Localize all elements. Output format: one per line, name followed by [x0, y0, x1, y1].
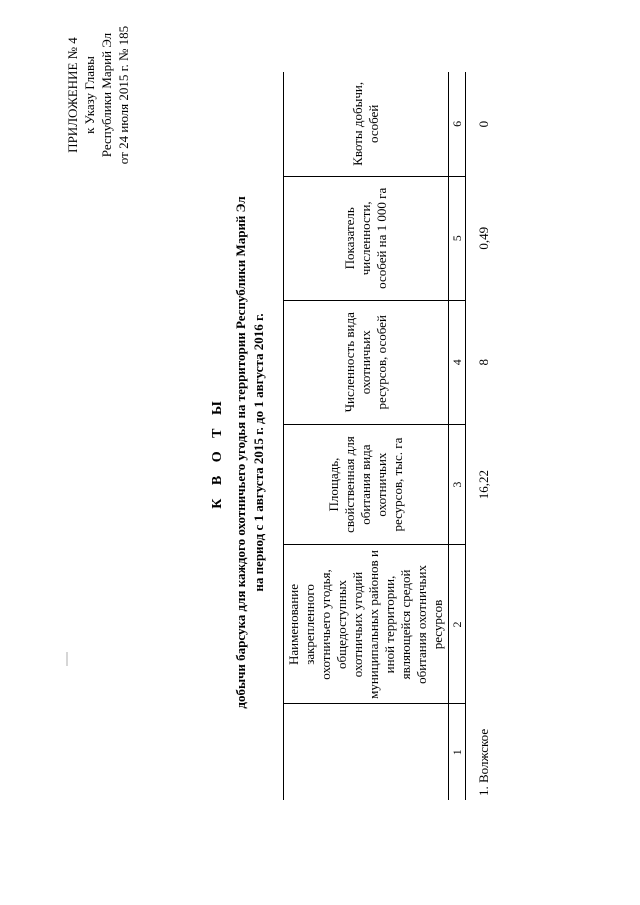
header-cell-name: Наименование закрепленного охотничьего угодья, общедоступных охотничьих угодий муниципальных районов и иной территории, являющейся средой обитания охотничьих ресурсов: [284, 545, 449, 704]
table-row: [466, 72, 497, 800]
column-number: 2: [449, 545, 466, 704]
header-cell-area: Площадь, свойственная для обитания вида охотничьих ресурсов, тыс. га: [284, 424, 449, 545]
column-number: 6: [449, 72, 466, 176]
header-cell-quota: Квоты добычи, особей: [284, 72, 449, 176]
row-quota: 0: [476, 120, 491, 128]
document-subtitle: добычи барсука для каждого охотничьего угодья на территории Республики Марий Эл: [233, 196, 248, 709]
row-count: 8: [476, 359, 491, 366]
number-prefix: №: [116, 48, 131, 61]
table-header-row: [284, 72, 449, 800]
header-cell-density: Показатель численности, особей на 1 000 га: [284, 176, 449, 300]
row-area: 16,22: [476, 469, 491, 500]
date-day: 24: [116, 135, 131, 149]
header-cell-count: Численность вида охотничьих ресурсов, особей: [284, 300, 449, 424]
date-month-year: июля 2015 г.: [116, 64, 131, 133]
appendix-block: [64, 5, 132, 185]
appendix-republic: Республики Марий Эл: [99, 32, 114, 158]
decree-number: 185: [116, 25, 131, 46]
header-cell-empty: [284, 704, 449, 800]
appendix-title: ПРИЛОЖЕНИЕ № 4: [65, 37, 80, 153]
column-number: 1: [449, 704, 466, 800]
quota-table: [283, 72, 496, 800]
column-number: 5: [449, 176, 466, 300]
row-density: 0,49: [476, 226, 491, 250]
column-number: 3: [449, 424, 466, 545]
document-title: К В О Т Ы: [210, 396, 225, 509]
document-period: на период с 1 августа 2015 г. до 1 августа 2016 г.: [251, 313, 266, 592]
column-number: 4: [449, 300, 466, 424]
date-prefix: от: [116, 152, 131, 165]
column-number-row: [449, 72, 466, 800]
appendix-date-line: [115, 5, 132, 185]
appendix-decree: к Указу Главы: [82, 56, 97, 134]
row-hunting-ground-name: 1. Волжское: [476, 728, 491, 796]
